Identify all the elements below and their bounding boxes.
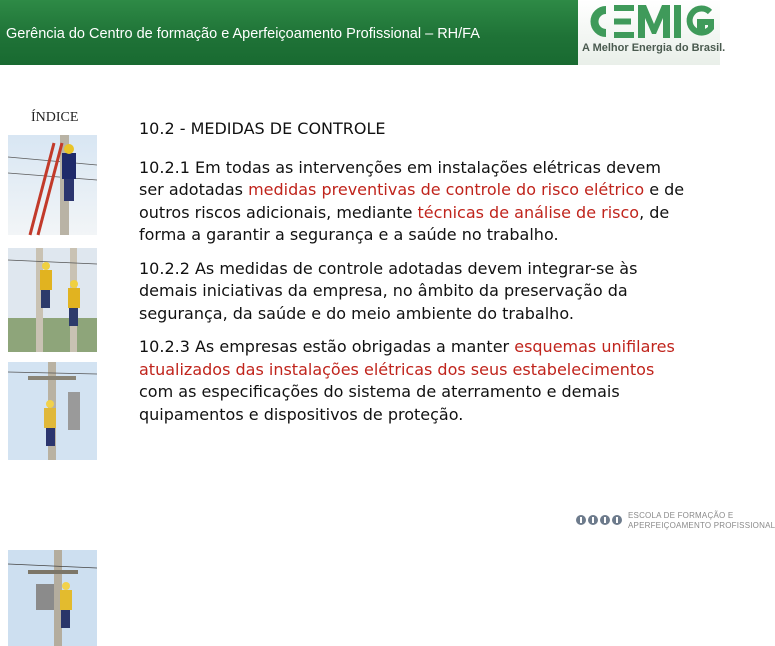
paragraph-text: 10.2.3 As empresas estão obrigadas a manter <box>139 337 515 356</box>
sidebar <box>0 110 97 540</box>
header-bar <box>0 0 726 65</box>
index-link[interactable]: ÍNDICE <box>31 110 79 125</box>
highlighted-text: esquemas unifilares atualizados das instalações elétricas dos seus estabelecimentos <box>139 337 675 379</box>
utility-worker-on-pole-with-ladder-photo <box>8 135 97 235</box>
worker-on-pole-with-equipment-photo <box>8 362 97 460</box>
paragraph-10-2-1 <box>139 157 687 247</box>
cemig-logo <box>578 0 726 65</box>
cemig-logo-mark <box>578 0 720 44</box>
section-title: 10.2 - MEDIDAS DE CONTROLE <box>139 119 386 138</box>
school-name-line2: APERFEIÇOAMENTO PROFISSIONAL <box>628 521 775 530</box>
school-name-line1: ESCOLA DE FORMAÇÃO E <box>628 511 734 520</box>
highlighted-text: medidas preventivas de controle do risco elétrico <box>248 180 645 199</box>
header-title: Gerência do Centro de formação e Aperfeiçoamento Profissional – RH/FA <box>6 26 480 42</box>
school-logo-icon <box>575 508 627 530</box>
paragraph-text: com as especificações do sistema de aterramento e demais quipamentos e dispositivos de proteção. <box>139 382 620 424</box>
paragraph-text: , de forma a garantir a segurança e a saúde no trabalho. <box>139 202 670 244</box>
linemen-climbing-poles-photo <box>8 248 97 352</box>
main-content <box>139 118 709 437</box>
paragraph-text: e de outros riscos adicionais, mediante <box>139 180 685 222</box>
logo-tagline: A Melhor Energia do Brasil. <box>582 42 726 54</box>
paragraph-10-2-3 <box>139 336 687 426</box>
paragraph-text: 10.2.1 Em todas as intervenções em instalações elétricas devem ser adotadas <box>139 157 661 199</box>
school-name <box>628 511 775 531</box>
highlighted-text: técnicas de análise de risco <box>417 202 640 222</box>
paragraph-10-2-2 <box>139 258 687 326</box>
worker-on-transformer-pole-photo <box>8 550 97 646</box>
paragraph-text: 10.2.2 As medidas de controle adotadas devem integrar-se às demais iniciativas da empresa, no âmbito da preservação da segurança, da saúde e do meio ambiente do trabalho. <box>139 258 638 323</box>
